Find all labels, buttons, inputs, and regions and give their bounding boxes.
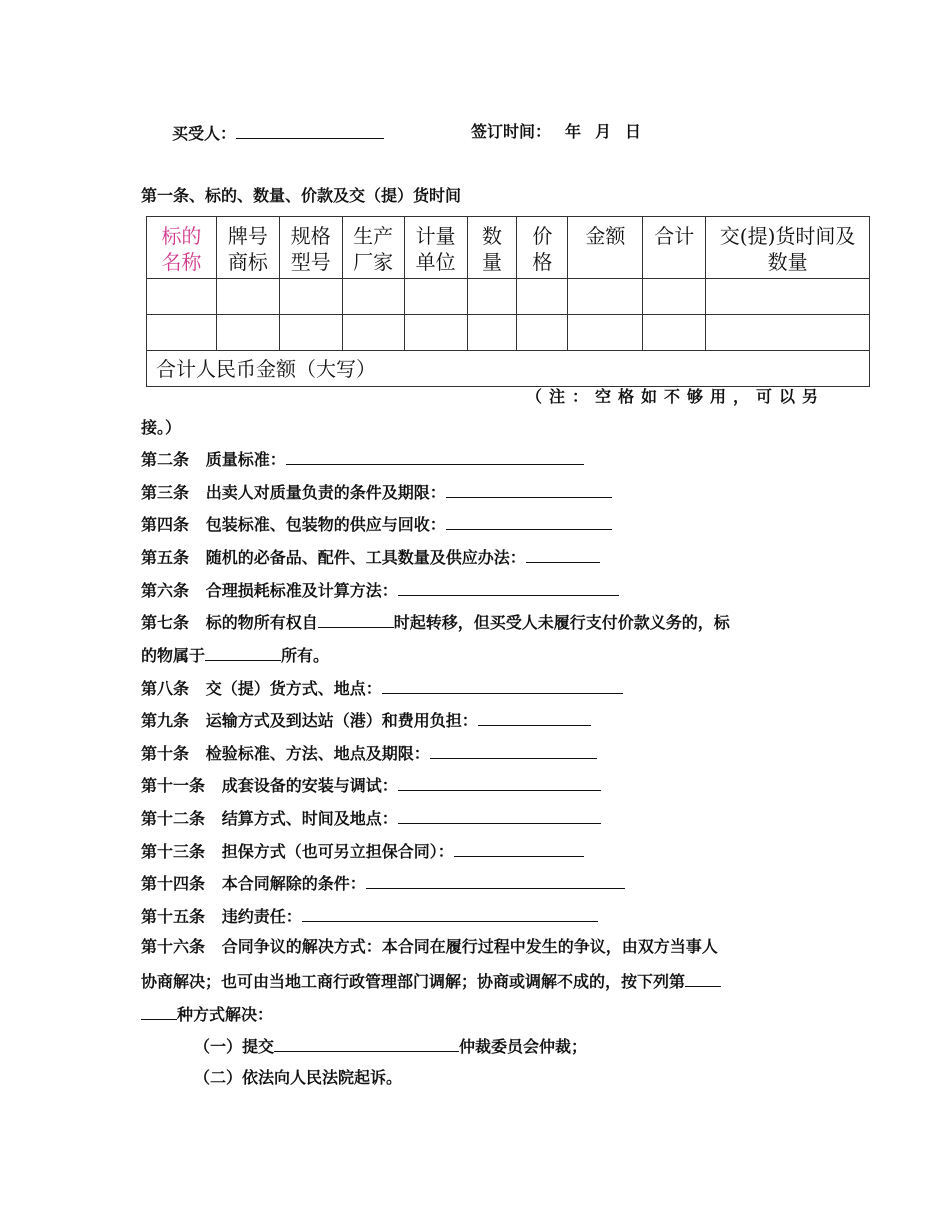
table-row bbox=[147, 279, 870, 315]
option-arbitration: （一）提交 仲裁委员会仲裁； bbox=[194, 1037, 588, 1056]
settlement-blank[interactable] bbox=[398, 807, 601, 824]
quality-standard-blank[interactable] bbox=[286, 448, 584, 465]
article-16-line-3: 种方式解决： bbox=[141, 1003, 273, 1025]
sign-time-label: 签订时间： bbox=[471, 122, 552, 141]
buyer-blank[interactable] bbox=[236, 122, 384, 139]
article-12: 第十二条 结算方式、时间及地点： bbox=[141, 807, 601, 829]
article-8: 第八条 交（提）货方式、地点： bbox=[141, 677, 623, 699]
total-row bbox=[147, 351, 870, 387]
transport-blank[interactable] bbox=[478, 709, 591, 726]
termination-blank[interactable] bbox=[366, 872, 625, 889]
guarantee-blank[interactable] bbox=[454, 840, 584, 857]
delivery-method-blank[interactable] bbox=[382, 677, 623, 694]
article-15: 第十五条 违约责任： bbox=[141, 905, 598, 927]
header-manufacturer: 生产 厂家 bbox=[342, 217, 404, 279]
table-row bbox=[147, 315, 870, 351]
header-unit: 计量 单位 bbox=[404, 217, 467, 279]
day-label: 日 bbox=[625, 122, 642, 141]
year-label: 年 bbox=[565, 122, 582, 141]
article1-title: 第一条、标的、数量、价款及交（提）货时间 bbox=[141, 186, 462, 205]
article-7-line-2: 的物属于 所有。 bbox=[141, 646, 330, 665]
table-header-row bbox=[147, 217, 870, 279]
ownership-transfer-blank[interactable] bbox=[318, 611, 394, 628]
installation-blank[interactable] bbox=[398, 774, 601, 791]
arbitration-commission-blank[interactable] bbox=[274, 1035, 459, 1052]
article-14: 第十四条 本合同解除的条件： bbox=[141, 872, 625, 894]
inspection-blank[interactable] bbox=[430, 742, 597, 759]
dispute-option-blank-b[interactable] bbox=[141, 1003, 177, 1020]
article-9: 第九条 运输方式及到达站（港）和费用负担： bbox=[141, 709, 591, 731]
article-2: 第二条 质量标准： bbox=[141, 448, 584, 470]
header-subtotal: 合计 bbox=[643, 217, 706, 279]
note-line-2: 接。） bbox=[141, 418, 182, 437]
dispute-option-blank-a[interactable] bbox=[685, 970, 721, 987]
loss-standard-blank[interactable] bbox=[398, 579, 619, 596]
sign-date-line bbox=[471, 122, 641, 142]
goods-table bbox=[146, 216, 870, 387]
article-16-line-1: 第十六条 合同争议的解决方式：本合同在履行过程中发生的争议，由双方当事人 bbox=[141, 937, 718, 956]
header-subject-name: 标的 名称 bbox=[147, 217, 217, 279]
buyer-line bbox=[172, 122, 384, 144]
ownership-owner-blank[interactable] bbox=[205, 644, 281, 661]
article-16-line-2: 协商解决；也可由当地工商行政管理部门调解；协商或调解不成的，按下列第 bbox=[141, 970, 721, 992]
accessories-blank[interactable] bbox=[526, 546, 600, 563]
option-litigation: （二）依法向人民法院起诉。 bbox=[194, 1068, 403, 1087]
article-7-line-1: 第七条 标的物所有权自 时起转移，但买受人未履行支付价款义务的，标 bbox=[141, 613, 730, 632]
article-11: 第十一条 成套设备的安装与调试： bbox=[141, 774, 601, 796]
month-label: 月 bbox=[595, 122, 612, 141]
header-amount: 金额 bbox=[568, 217, 643, 279]
article-4: 第四条 包装标准、包装物的供应与回收： bbox=[141, 513, 612, 535]
header-quantity: 数 量 bbox=[467, 217, 517, 279]
header-spec: 规格 型号 bbox=[279, 217, 342, 279]
quality-responsibility-blank[interactable] bbox=[446, 481, 612, 498]
header-brand: 牌号 商标 bbox=[216, 217, 279, 279]
article-13: 第十三条 担保方式（也可另立担保合同）： bbox=[141, 840, 584, 862]
header-delivery: 交(提)货时间及 数量 bbox=[706, 217, 870, 279]
buyer-label: 买受人： bbox=[172, 124, 237, 143]
article-5: 第五条 随机的必备品、配件、工具数量及供应办法： bbox=[141, 546, 600, 568]
total-amount-cell[interactable]: 合计人民币金额（大写） bbox=[147, 351, 870, 387]
note-line-1: （注：空格如不够用，可以另 bbox=[526, 387, 826, 406]
article-3: 第三条 出卖人对质量负责的条件及期限： bbox=[141, 481, 612, 503]
liability-blank[interactable] bbox=[302, 905, 598, 922]
article-10: 第十条 检验标准、方法、地点及期限： bbox=[141, 742, 597, 764]
header-price: 价 格 bbox=[517, 217, 568, 279]
article-6: 第六条 合理损耗标准及计算方法： bbox=[141, 579, 619, 601]
packaging-blank[interactable] bbox=[446, 513, 612, 530]
